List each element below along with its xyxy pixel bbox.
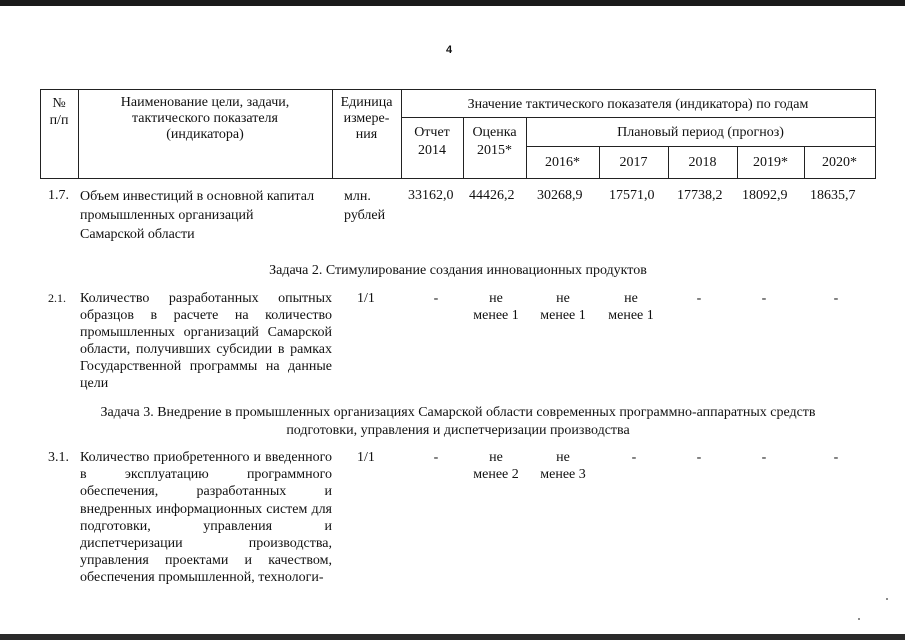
scan-speck <box>858 618 860 620</box>
row-3-1-value-2017: - <box>631 450 637 465</box>
row-1-7-value-2017: 17571,0 <box>609 188 655 203</box>
row-1-7-unit: млн. рублей <box>344 189 386 223</box>
row-3-1-value-2020: - <box>833 450 839 465</box>
scan-speck <box>886 598 888 600</box>
header-year-2019: 2019* <box>753 155 788 170</box>
row-2-1-unit: 1/1 <box>357 291 375 306</box>
vline-right <box>875 89 876 179</box>
row-2-1-value-2018: - <box>696 291 702 306</box>
header-unit: Единица измере- ния <box>340 95 393 142</box>
row-3-1-value-2015: не менее 2 <box>473 450 519 482</box>
header-report: Отчет 2014 <box>414 125 450 158</box>
scan-bottom-border <box>0 634 905 640</box>
row-1-7-value-2016: 30268,9 <box>537 188 583 203</box>
row-1-7-value-2019: 18092,9 <box>742 188 788 203</box>
row-1-7-value-2015: 44426,2 <box>469 188 515 203</box>
header-line-plan <box>526 146 876 147</box>
header-year-2016: 2016* <box>545 155 580 170</box>
row-3-1-value-2019: - <box>761 450 767 465</box>
row-2-1-num: 2.1. <box>48 291 66 305</box>
header-values-title: Значение тактического показателя (индикатора) по годам <box>467 97 809 112</box>
header-name: Наименование цели, задачи, тактического показателя (индикатора) <box>120 95 290 142</box>
header-line-values <box>401 117 876 118</box>
row-2-1-name: Количество разработанных опытных образцов в расчете на количество промышленных организаций Самарской области, получивших субсидии в рамках Государственной программы на данные цели <box>80 291 332 391</box>
row-3-1-unit: 1/1 <box>357 450 375 465</box>
row-1-7-value-2020: 18635,7 <box>810 188 856 203</box>
row-3-1-value-2016: не менее 3 <box>540 450 586 482</box>
header-year-2017: 2017 <box>619 155 648 170</box>
row-2-1-value-2019: - <box>761 291 767 306</box>
header-bottom-line <box>40 178 876 179</box>
row-1-7-name: Объем инвестиций в основной капитал промышленных организаций Самарской области <box>80 189 315 242</box>
row-1-7-num: 1.7. <box>48 188 69 203</box>
row-2-1-value-2017: не менее 1 <box>608 291 654 323</box>
header-year-2018: 2018 <box>688 155 717 170</box>
task-2-heading: Задача 2. Стимулирование создания инновационных продуктов <box>269 263 647 278</box>
header-top-line <box>40 89 876 90</box>
page-number: 4 <box>446 44 453 56</box>
row-2-1-value-2014: - <box>433 291 439 306</box>
header-estimate: Оценка 2015* <box>472 125 517 158</box>
row-3-1-num: 3.1. <box>48 450 69 465</box>
header-year-2020: 2020* <box>822 155 857 170</box>
row-2-1-value-2015: не менее 1 <box>473 291 519 323</box>
row-1-7-value-2014: 33162,0 <box>408 188 454 203</box>
scan-top-border <box>0 0 905 6</box>
row-1-7-value-2018: 17738,2 <box>677 188 723 203</box>
row-2-1-value-2020: - <box>833 291 839 306</box>
header-plan-title: Плановый период (прогноз) <box>617 125 784 140</box>
row-2-1-value-2016: не менее 1 <box>540 291 586 323</box>
row-3-1-name: Количество приобретенного и введенного в эксплуатацию программного обеспечения, разработанных и внедренных информационных систем для подготовки, управления и диспетчеризации производства, управления проектами и качеством, обеспечения промышленной, технологи- <box>80 450 332 586</box>
header-num: № п/п <box>49 96 69 128</box>
row-3-1-value-2018: - <box>696 450 702 465</box>
row-3-1-value-2014: - <box>433 450 439 465</box>
task-3-heading: Задача 3. Внедрение в промышленных организациях Самарской области современных программно-аппаратных средств подготовки, управления и диспетчеризации производства <box>100 405 816 438</box>
